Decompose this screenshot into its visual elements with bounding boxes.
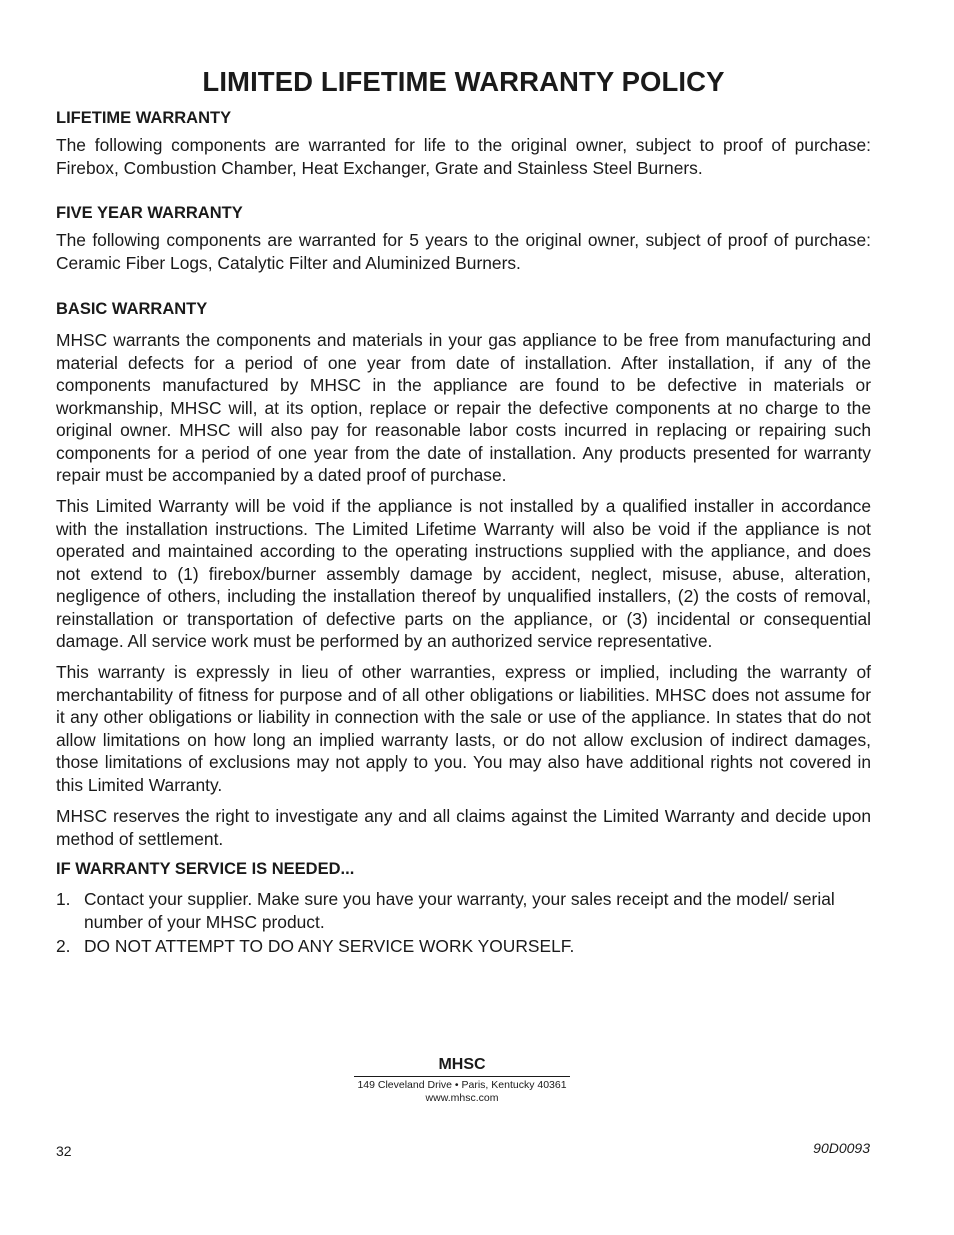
list-item-number: 1. bbox=[56, 889, 71, 909]
list-item-number: 2. bbox=[56, 936, 71, 956]
basic-warranty-paragraph-2: This Limited Warranty will be void if the appliance is not installed by a qualified installer in accordance with the installation instructions. The Limited Lifetime Warranty will also be void if the appliance is not operated and maintained according to the operating instructions supplied with the appliance, and does not extend to (1) firebox/burner assembly damage by accident, neglect, misuse, abuse, alteration, negligence of others, including the installation thereof by unqualified installers, (2) the costs of removal, reinstallation or transportation of defective parts on the appliance, or (3) incidental or consequential damage. All service work must be performed by an authorized service representative. bbox=[56, 496, 871, 651]
company-address: 149 Cleveland Drive • Paris, Kentucky 40361 bbox=[357, 1079, 567, 1091]
list-item bbox=[56, 888, 871, 933]
page-number: 32 bbox=[56, 1143, 72, 1159]
basic-warranty-heading: BASIC WARRANTY bbox=[56, 300, 208, 318]
list-item bbox=[56, 935, 871, 958]
company-name: MHSC bbox=[354, 1055, 570, 1077]
five-year-warranty-text: The following components are warranted for 5 years to the original owner, subject of proof of purchase: Ceramic Fiber Logs, Catalytic Filter and Aluminized Burners. bbox=[56, 230, 871, 273]
basic-warranty-paragraph-4: MHSC reserves the right to investigate any and all claims against the Limited Warranty and decide upon method of settlement. bbox=[56, 806, 871, 849]
lifetime-warranty-heading: LIFETIME WARRANTY bbox=[56, 109, 232, 127]
list-item-text: DO NOT ATTEMPT TO DO ANY SERVICE WORK YOURSELF. bbox=[84, 936, 575, 956]
company-website: www.mhsc.com bbox=[425, 1092, 499, 1104]
company-footer bbox=[354, 1055, 570, 1105]
basic-warranty-paragraph-3: This warranty is expressly in lieu of other warranties, express or implied, including the warranty of merchantability of fitness for purpose and of all other obligations or liabilities. MHSC does not assume for it any other obligations or liability in connection with the sale or use of the appliance. In states that do not allow limitations on how long an implied warranty lasts, or do not allow exclusion of indirect damages, those limitations of exclusions may not apply to you. You may also have additional rights not covered in this Limited Warranty. bbox=[56, 662, 871, 795]
basic-warranty-paragraph-1: MHSC warrants the components and materials in your gas appliance to be free from manufacturing and material defects for a period of one year from date of installation. After installation, if any of the components manufactured by MHSC in the appliance are found to be defective in materials or workmanship, MHSC will, at its option, replace or repair the defective components at no charge to the original owner. MHSC will also pay for reasonable labor costs incurred in replacing or repairing such components for a period of one year from the date of installation. Any products presented for warranty repair must be accompanied by a dated proof of purchase. bbox=[56, 330, 871, 485]
warranty-service-heading: IF WARRANTY SERVICE IS NEEDED... bbox=[56, 860, 355, 878]
page-title: LIMITED LIFETIME WARRANTY POLICY bbox=[202, 66, 725, 97]
five-year-warranty-heading: FIVE YEAR WARRANTY bbox=[56, 204, 243, 222]
lifetime-warranty-text: The following components are warranted for life to the original owner, subject to proof of purchase: Firebox, Combustion Chamber, Heat Exchanger, Grate and Stainless Steel Burners. bbox=[56, 135, 871, 178]
list-item-text: Contact your supplier. Make sure you have your warranty, your sales receipt and the model/ serial number of your MHSC product. bbox=[84, 889, 835, 932]
service-steps-list bbox=[56, 888, 871, 960]
document-number: 90D0093 bbox=[813, 1140, 870, 1156]
